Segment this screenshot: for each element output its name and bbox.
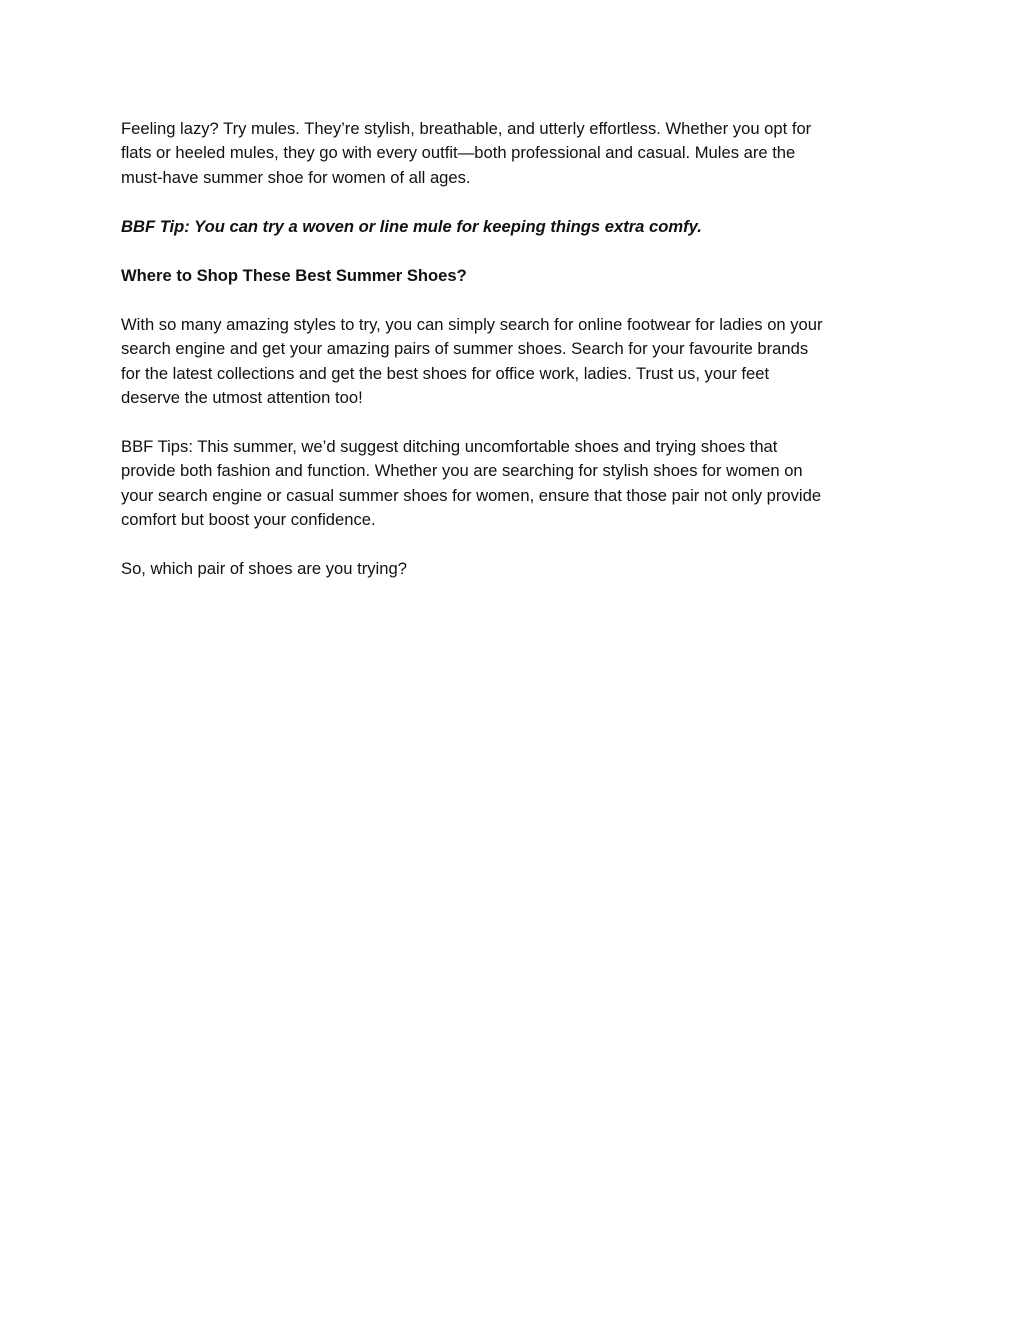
text-line: for the latest collections and get the best shoes for office work, ladies. Trust us, your feet: [121, 363, 770, 383]
paragraph-shop: [121, 313, 911, 411]
heading-where-to-shop: [121, 264, 911, 288]
text-line: provide both fashion and function. Whether you are searching for stylish shoes for women on: [121, 461, 803, 481]
text-line: Where to Shop These Best Summer Shoes?: [121, 265, 467, 285]
paragraph-mules: [121, 117, 911, 190]
text-line: BBF Tip: You can try a woven or line mule for keeping things extra comfy.: [121, 216, 702, 236]
text-line: search engine and get your amazing pairs of summer shoes. Search for your favourite brands: [121, 339, 809, 359]
text-line: deserve the utmost attention too!: [121, 388, 363, 408]
paragraph-spacer: [121, 190, 911, 215]
paragraph-spacer: [121, 533, 911, 558]
text-line: flats or heeled mules, they go with every outfit—both professional and casual. Mules are the: [121, 143, 796, 163]
text-line: Feeling lazy? Try mules. They’re stylish, breathable, and utterly effortless. Whether you opt for: [121, 119, 812, 138]
paragraph-spacer: [121, 288, 911, 313]
tip-mule: [121, 215, 911, 239]
text-line: your search engine or casual summer shoes for women, ensure that those pair not only provide: [121, 485, 822, 505]
paragraph-spacer: [121, 410, 911, 435]
text-line: So, which pair of shoes are you trying?: [121, 559, 407, 579]
text-line: BBF Tips: This summer, we’d suggest ditching uncomfortable shoes and trying shoes that: [121, 437, 778, 457]
document-body: [121, 117, 911, 582]
closing-question: [121, 557, 911, 581]
paragraph-bbf-tips: [121, 435, 911, 533]
text-line: With so many amazing styles to try, you can simply search for online footwear for ladies on your: [121, 314, 823, 334]
text-line: must-have summer shoe for women of all ages.: [121, 167, 471, 187]
text-line: comfort but boost your confidence.: [121, 510, 376, 530]
paragraph-spacer: [121, 239, 911, 264]
